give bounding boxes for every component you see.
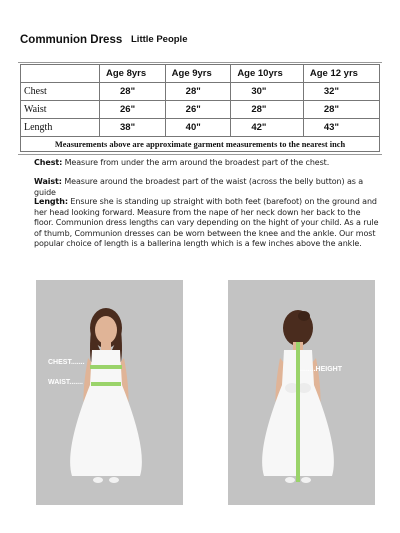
table-cell: 28" <box>100 83 166 101</box>
column-header: Age 12 yrs <box>303 65 379 83</box>
back-view-photo <box>228 280 375 505</box>
table-cell: 30" <box>231 83 304 101</box>
table-cell: 32" <box>303 83 379 101</box>
front-view-illustration <box>36 280 183 505</box>
height-label: ........HEIGHT <box>300 366 343 373</box>
table-cell: 26" <box>165 101 231 119</box>
table-cell: 28" <box>231 101 304 119</box>
table-cell: 38" <box>100 119 166 137</box>
table-cell: 40" <box>165 119 231 137</box>
table-row <box>21 83 380 101</box>
length-instruction <box>34 197 379 250</box>
row-label-waist: Waist <box>21 101 100 119</box>
size-chart-table <box>20 64 380 152</box>
length-text: Ensure she is standing up straight with both feet (barefoot) on the ground and her head looking forward. Measure from the nape of her neck down her back to the floor. Communion dress lengths can vary depending on the hight of your child. As a rule of thumb, Communion dresses can be worn between the knee and the ankle. Our most popular choice of length is a ballerina length which is a few inches above the ankle. <box>34 197 379 249</box>
table-header-row <box>21 65 380 83</box>
table-cell: 42" <box>231 119 304 137</box>
table-cell: 28" <box>303 101 379 119</box>
chest-text: Measure from under the arm around the broadest part of the chest. <box>62 158 330 167</box>
waist-text: Measure around the broadest part of the waist (across the belly button) as a guide <box>34 177 364 197</box>
table-note-row <box>21 137 380 152</box>
column-header: Age 10yrs <box>231 65 304 83</box>
length-term: Length: <box>34 197 68 206</box>
waist-label: WAIST....... <box>48 379 84 386</box>
chest-term: Chest: <box>34 158 63 167</box>
measurement-note: Measurements above are approximate garment measurements to the nearest inch <box>21 137 380 152</box>
back-view-illustration <box>228 280 375 505</box>
row-label-length: Length <box>21 119 100 137</box>
table-cell: 43" <box>303 119 379 137</box>
chest-label: CHEST....... <box>48 359 85 366</box>
column-header: Age 8yrs <box>100 65 166 83</box>
waist-term: Waist: <box>34 177 62 186</box>
table-cell: 26" <box>100 101 166 119</box>
table-row <box>21 101 380 119</box>
table-corner-cell <box>21 65 100 83</box>
page-title: Communion Dress <box>20 34 123 46</box>
chest-instruction <box>34 158 379 169</box>
page-header <box>20 34 188 46</box>
table-row <box>21 119 380 137</box>
column-header: Age 9yrs <box>165 65 231 83</box>
row-label-chest: Chest <box>21 83 100 101</box>
brand-subtitle: Little People <box>131 34 188 45</box>
table-cell: 28" <box>165 83 231 101</box>
waist-instruction <box>34 177 379 198</box>
front-view-photo <box>36 280 183 505</box>
